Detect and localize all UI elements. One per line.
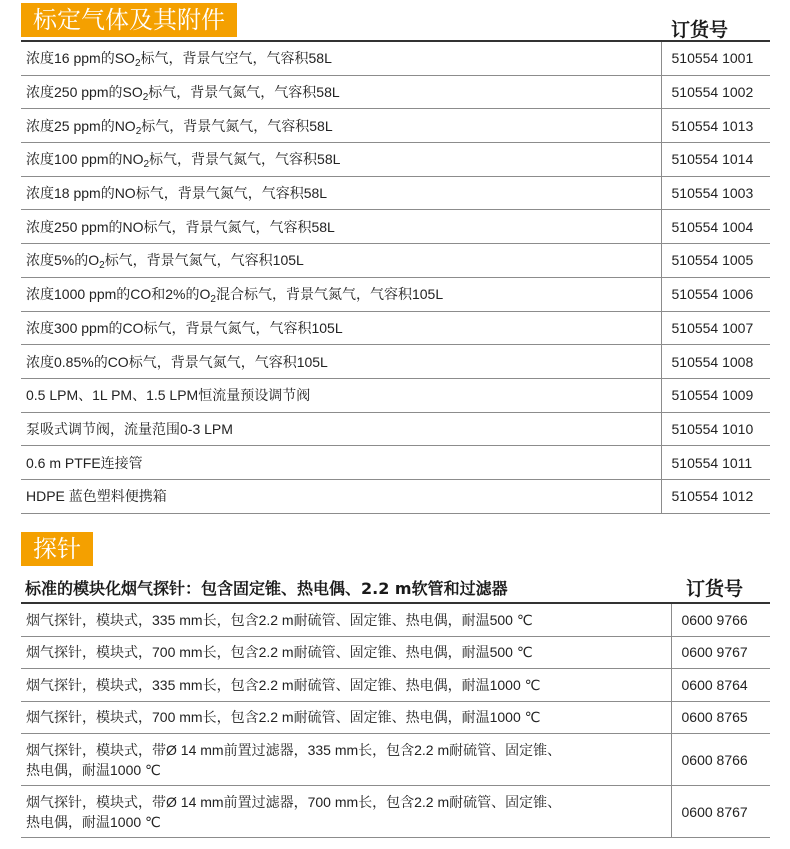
description-text: 烟气探针，模块式，335 mm长，包含2.2 m耐硫管、固定锥、热电偶，耐温1000 ℃ [26,676,541,693]
order-number: 0600 8766 [671,734,770,786]
probe-items-table [21,602,770,838]
description-text: 浓度250 ppm的SO [26,84,143,101]
description-text: 浓度0.85%的CO标气，背景气氮气，气容积105L [26,353,328,370]
subscript: 2 [143,159,150,171]
order-number: 510554 1005 [661,244,770,278]
table-row [21,75,770,109]
description-line-2: 热电偶，耐温1000 ℃ [26,761,161,778]
table-row [21,603,770,636]
table-row [21,412,770,446]
table-row [21,734,770,786]
item-description [21,446,661,480]
table-row [21,345,770,379]
description-text: 0.5 LPM、1L PM、1.5 LPM恒流量预设调节阀 [26,387,311,404]
order-number: 0600 8764 [671,669,770,702]
description-text: HDPE 蓝色塑料便携箱 [26,488,167,505]
description-line-1: 烟气探针，模块式，带Ø 14 mm前置过滤器，700 mm长，包含2.2 m耐硫管、固定锥、 [26,793,562,810]
description-line-2: 热电偶，耐温1000 ℃ [26,813,161,830]
table-row [21,143,770,177]
item-description [21,669,671,702]
order-number: 510554 1009 [661,378,770,412]
description-text: 浓度25 ppm的NO [26,117,136,134]
item-description [21,41,661,75]
description-text: 烟气探针，模块式，700 mm长，包含2.2 m耐硫管、固定锥、热电偶，耐温500 ℃ [26,644,533,661]
item-description [21,701,671,734]
order-number: 0600 8767 [671,786,770,838]
order-number: 510554 1008 [661,345,770,379]
description-text: 0.6 m PTFE连接管 [26,454,143,471]
order-number: 0600 9767 [671,636,770,669]
table-row [21,446,770,480]
order-number: 510554 1012 [661,479,770,513]
description-text: 浓度18 ppm的NO标气，背景气氮气，气容积58L [26,185,328,202]
order-number: 510554 1007 [661,311,770,345]
item-description [21,636,671,669]
item-description [21,244,661,278]
probe-subtitle: 标准的模块化烟气探针：包含固定锥、热电偶、2.2 m软管和过滤器 [25,579,508,598]
item-description [21,109,661,143]
table-row [21,311,770,345]
item-description [21,143,661,177]
subscript: 2 [135,125,142,137]
table-row [21,479,770,513]
order-number: 510554 1011 [661,446,770,480]
order-number-header-gas: 订货号 [671,19,729,41]
item-description [21,277,661,311]
item-description [21,210,661,244]
order-number-header-probe: 订货号 [686,578,744,600]
order-number: 510554 1014 [661,143,770,177]
description-text: 浓度5%的O [26,252,100,269]
description-text-tail: 标气，背景气氮气，气容积58L [148,84,340,101]
description-text: 浓度250 ppm的NO标气，背景气氮气，气容积58L [26,218,335,235]
description-text-tail: 标气，背景气氮气，气容积58L [141,117,333,134]
item-description [21,311,661,345]
order-number: 510554 1004 [661,210,770,244]
item-description [21,75,661,109]
subscript: 2 [210,294,216,306]
item-description [21,479,661,513]
table-row [21,176,770,210]
item-description [21,176,661,210]
table-row [21,277,770,311]
item-description [21,412,661,446]
section-title-gas: 标定气体及其附件 [21,3,237,37]
description-text: 浓度100 ppm的NO [26,151,144,168]
order-number: 510554 1006 [661,277,770,311]
description-text-tail: 混合标气，背景气氮气，气容积105L [215,286,444,303]
table-row [21,109,770,143]
description-text-tail: 标气，背景气氮气，气容积58L [149,151,341,168]
table-row [21,701,770,734]
order-number: 510554 1013 [661,109,770,143]
item-description [21,734,671,786]
description-line-1: 烟气探针，模块式，带Ø 14 mm前置过滤器，335 mm长，包含2.2 m耐硫管、固定锥、 [26,741,562,758]
table-row [21,669,770,702]
table-row [21,636,770,669]
gas-items-table [21,40,770,514]
description-text: 烟气探针，模块式，700 mm长，包含2.2 m耐硫管、固定锥、热电偶，耐温1000 ℃ [26,709,541,726]
description-text-tail: 标气，背景气氮气，气容积105L [104,252,304,269]
order-number: 510554 1003 [661,176,770,210]
order-number: 510554 1010 [661,412,770,446]
order-number: 510554 1001 [661,41,770,75]
description-text: 烟气探针，模块式，335 mm长，包含2.2 m耐硫管、固定锥、热电偶，耐温500 ℃ [26,611,533,628]
subscript: 2 [134,58,141,70]
description-text: 浓度300 ppm的CO标气，背景气氮气，气容积105L [26,319,343,336]
item-description [21,345,661,379]
table-row [21,378,770,412]
subscript: 2 [99,260,105,272]
section-title-probe: 探针 [21,532,93,566]
table-row [21,41,770,75]
table-row [21,786,770,838]
description-text: 浓度16 ppm的SO [26,50,135,67]
description-text-tail: 标气，背景气空气，气容积58L [140,50,332,67]
order-number: 510554 1002 [661,75,770,109]
order-number: 0600 8765 [671,701,770,734]
item-description [21,378,661,412]
order-number: 0600 9766 [671,603,770,636]
item-description [21,603,671,636]
description-text: 浓度1000 ppm的CO和2%的O [26,286,211,303]
item-description [21,786,671,838]
subscript: 2 [142,92,149,104]
table-row [21,244,770,278]
description-text: 泵吸式调节阀，流量范围0-3 LPM [26,420,233,437]
table-row [21,210,770,244]
